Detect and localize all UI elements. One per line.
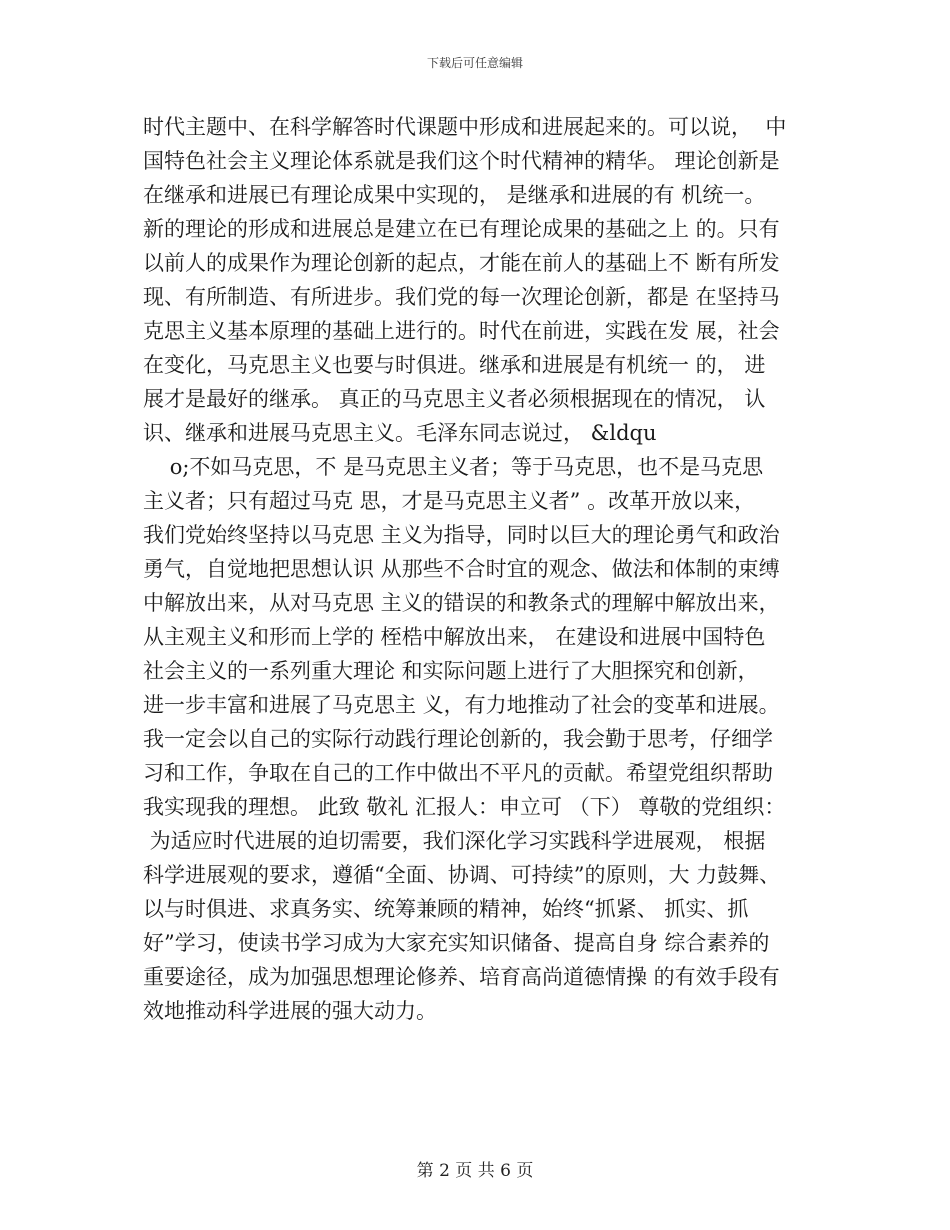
- text-line: 我们党始终坚持以马克思 主义为指导，同时以巨大的理论勇气和政治: [143, 523, 780, 547]
- text-line: 展才是最好的继承。 真正的马克思主义者必须根据现在的情况， 认: [143, 387, 766, 411]
- text-line: 现、有所制造、有所进步。我们党的每一次理论创新，都是 在坚持马: [143, 285, 780, 309]
- text-line: 新的理论的形成和进展总是建立在已有理论成果的基础之上 的。只有: [143, 217, 780, 241]
- text-line: 以前人的成果作为理论创新的起点，才能在前人的基础上不 断有所发: [143, 251, 780, 275]
- page-header: 下载后可任意编辑: [426, 56, 523, 70]
- text-line: 科学进展观的要求，遵循“全面、协调、可持续”的原则，大 力鼓舞、: [143, 863, 781, 887]
- text-line: 我一定会以自己的实际行动践行理论创新的，我会勤于思考，仔细学: [143, 727, 773, 751]
- text-line: 在继承和进展已有理论成果中实现的， 是继承和进展的有 机统一。: [143, 183, 766, 207]
- text-line: 克思主义基本原理的基础上进行的。时代在前进，实践在发 展，社会: [143, 319, 780, 343]
- text-line: 以与时俱进、求真务实、统筹兼顾的精神，始终“抓紧、 抓实、抓: [143, 897, 749, 921]
- text-line: 在变化，马克思主义也要与时俱进。继承和进展是有机统一 的， 进: [143, 353, 766, 377]
- text-line: 国特色社会主义理论体系就是我们这个时代精神的精华。 理论创新是: [143, 149, 780, 173]
- text-line: 中解放出来，从对马克思 主义的错误的和教条式的理解中解放出来，: [143, 591, 780, 615]
- page-footer: 第 2 页 共 6 页: [416, 1161, 534, 1181]
- text-line: 社会主义的一系列重大理论 和实际问题上进行了大胆探究和创新，: [143, 659, 759, 683]
- text-line: 时代主题中、在科学解答时代课题中形成和进展起来的。可以说， 中: [143, 115, 787, 139]
- text-line: o;不如马克思，不 是马克思主义者；等于马克思，也不是马克思: [143, 455, 764, 479]
- text-line: 重要途径，成为加强思想理论修养、培育高尚道德情操 的有效手段有: [143, 965, 780, 989]
- text-line: 识、继承和进展马克思主义。毛泽东同志说过， &ldqu: [143, 421, 657, 445]
- text-line: 为适应时代进展的迫切需要，我们深化学习实践科学进展观， 根据: [143, 829, 766, 853]
- text-line: 习和工作，争取在自己的工作中做出不平凡的贡献。希望党组织帮助: [143, 761, 773, 785]
- text-line: 从主观主义和形而上学的 桎梏中解放出来， 在建设和进展中国特色: [143, 625, 766, 649]
- text-line: 效地推动科学进展的强大动力。: [143, 999, 437, 1023]
- text-line: 好”学习，使读书学习成为大家充实知识储备、提高自身 综合素养的: [143, 931, 770, 955]
- text-line: 主义者；只有超过马克 思，才是马克思主义者” 。改革开放以来，: [143, 489, 756, 513]
- text-line: 进一步丰富和进展了马克思主 义，有力地推动了社会的变革和进展。: [143, 693, 780, 717]
- text-line: 我实现我的理想。 此致 敬礼 汇报人：申立可 （下） 尊敬的党组织：: [143, 795, 786, 819]
- text-line: 勇气，自觉地把思想认识 从那些不合时宜的观念、做法和体制的束缚: [143, 557, 780, 581]
